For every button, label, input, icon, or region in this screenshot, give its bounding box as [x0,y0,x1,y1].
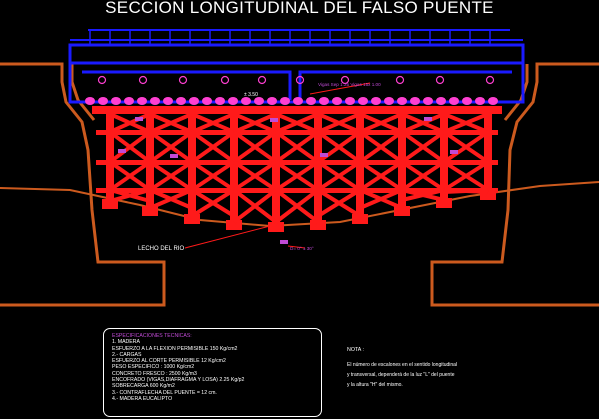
beam-end [137,97,147,105]
beam-end [280,97,290,105]
beam-end [436,97,446,105]
note-line: El número de escalones en el sentido longitudinal [347,362,458,368]
beam-end [384,97,394,105]
beam-end [462,97,472,105]
bridge-deck [70,30,523,102]
beam-end [410,97,420,105]
footing [268,222,284,232]
beam-end [202,97,212,105]
bolt-circle [437,77,444,84]
brace [444,190,488,192]
cap-beam [92,106,502,114]
technical-specs [112,333,244,402]
specs-line: ESFUERZO AL CORTE PERMISIBLE 12 Kg/cm2 [112,358,226,365]
beam-end [163,97,173,105]
beam-end [267,97,277,105]
beam-end [124,97,134,105]
drawing-title: SECCION LONGITUDINAL DEL FALSO PUENTE [105,0,494,17]
bolt-circle [222,77,229,84]
beam-end [150,97,160,105]
beam-end [176,97,186,105]
beam-end [228,97,238,105]
beam-end [449,97,459,105]
deck-post-group [90,30,494,84]
beam-end [293,97,303,105]
beam-end [332,97,342,105]
slope-label: D= 0° ± 30° [290,246,314,251]
specs-line: CONCRETO FRESCO : 2500 Kg/m3 [112,370,197,377]
specs-line: SOBRECARGA 600 Kg/m2 [112,383,175,390]
spacing-note-label: Vigas Sep 1.25 Vigas 15x 1.00 [318,82,381,87]
specs-line: ESFUERZO A LA FLEXION PERMISIBLE 150 Kg/cm2 [112,345,238,352]
beam-end [306,97,316,105]
specs-heading: ESPECIFICACIONES TECNICAS: [112,333,192,339]
bolt-circle [180,77,187,84]
bolt-circle [140,77,147,84]
post [484,114,492,196]
dimension-label: ± 3.50 [244,92,258,98]
specs-line: 1. MADERA [112,339,140,346]
beam-end [111,97,121,105]
bolt-circle [99,77,106,84]
specs-line: 3.- CONTRAFLECHA DEL PUENTE = 12 cm. [112,389,217,396]
beam-end [371,97,381,105]
note-text [347,360,457,390]
beam-end [189,97,199,105]
specs-line: 4.- MADERA EUCALIPTO [112,395,173,402]
beam-end [215,97,225,105]
beam-end [397,97,407,105]
note-line: y transversal, dependerá de la luz "L" del puente [347,372,455,378]
specs-line: ENCOFRADO (VIGAS,DIAFRAGMA Y LOSA) 2.25 Kg/p2 [112,377,245,384]
bolt-circle [397,77,404,84]
specs-line: 2.- CARGAS [112,351,142,358]
beam-end [85,97,95,105]
bolt-circle [487,77,494,84]
beam-end [475,97,485,105]
beam-end [98,97,108,105]
river-bed-label: LECHO DEL RIO [138,246,185,252]
note-label: NOTA : [347,347,364,353]
beam-end [358,97,368,105]
specs-line: PESO ESPECIFICO : 1000 Kg/cm2 [112,364,195,371]
beam-end [423,97,433,105]
beam-end [319,97,329,105]
note-line: y la altura "H" del mismo. [347,382,403,388]
beam-end [345,97,355,105]
beam-end [488,97,498,105]
falsework-structure [85,97,502,232]
bolt-circle [259,77,266,84]
